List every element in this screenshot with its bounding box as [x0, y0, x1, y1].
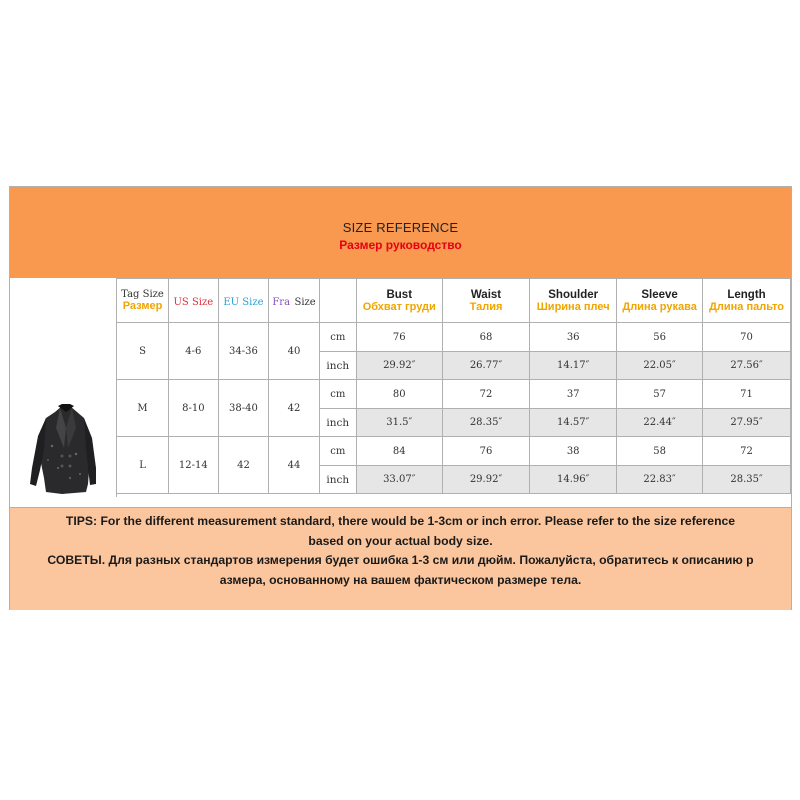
- bust-label: Bust: [386, 288, 413, 301]
- col-eu-size: [218, 279, 269, 323]
- waist-inch: 29.92″: [442, 466, 529, 494]
- bust-inch: 33.07″: [356, 466, 442, 494]
- tag-size-label: Tag Size: [121, 289, 164, 300]
- col-waist: [442, 279, 529, 323]
- col-fra-size: [269, 279, 320, 323]
- sleeve-label-ru: Длина рукава: [622, 300, 697, 313]
- bust-inch: 31.5″: [356, 409, 442, 437]
- eu-size-cell: 38-40: [218, 380, 269, 437]
- waist-inch: 26.77″: [442, 352, 529, 380]
- length-inch: 27.56″: [703, 352, 791, 380]
- size-reference-title-ru: Размер руководство: [339, 238, 462, 252]
- unit-cm: cm: [319, 437, 356, 466]
- fra-size-cell: 40: [269, 323, 320, 380]
- size-reference-header: [10, 187, 791, 279]
- sleeve-label: Sleeve: [641, 288, 678, 301]
- sleeve-inch: 22.44″: [617, 409, 703, 437]
- col-sleeve: [617, 279, 703, 323]
- waist-label: Waist: [470, 288, 502, 301]
- col-bust: [356, 279, 442, 323]
- size-table: [116, 278, 791, 494]
- size-chart: [9, 186, 792, 610]
- length-cm: 70: [703, 323, 791, 352]
- table-row: [117, 380, 791, 409]
- fra-size-label-suffix: Size: [294, 296, 316, 308]
- unit-inch: inch: [319, 409, 356, 437]
- shoulder-cm: 38: [530, 437, 617, 466]
- shoulder-cm: 36: [530, 323, 617, 352]
- tag-size-cell: M: [117, 380, 169, 437]
- table-header-row: [117, 279, 791, 323]
- shoulder-inch: 14.57″: [530, 409, 617, 437]
- col-us-size: [169, 279, 219, 323]
- col-tag-size: [117, 279, 169, 323]
- waist-cm: 76: [442, 437, 529, 466]
- col-length: [703, 279, 791, 323]
- sleeve-cm: 58: [617, 437, 703, 466]
- bust-cm: 84: [356, 437, 442, 466]
- product-photo: [10, 278, 117, 497]
- waist-inch: 28.35″: [442, 409, 529, 437]
- eu-size-label: EU Size: [223, 296, 264, 308]
- waist-label-ru: Талия: [469, 300, 503, 313]
- unit-cm: cm: [319, 380, 356, 409]
- tips-ru-line2: азмера, основанному на вашем фактическом размере тела.: [219, 572, 582, 587]
- tips-en-line1: TIPS: For the different measurement standard, there would be 1-3cm or inch error. Please refer to the size reference: [65, 514, 736, 528]
- waist-cm: 72: [442, 380, 529, 409]
- sleeve-inch: 22.05″: [617, 352, 703, 380]
- length-inch: 27.95″: [703, 409, 791, 437]
- length-inch: 28.35″: [703, 466, 791, 494]
- black-blazer-photo-icon: [10, 278, 116, 497]
- unit-cm: cm: [319, 323, 356, 352]
- shoulder-inch: 14.96″: [530, 466, 617, 494]
- tips-box: [10, 507, 791, 610]
- length-cm: 72: [703, 437, 791, 466]
- fra-size-cell: 42: [269, 380, 320, 437]
- shoulder-label: Shoulder: [548, 288, 599, 301]
- us-size-cell: 8-10: [169, 380, 219, 437]
- bust-inch: 29.92″: [356, 352, 442, 380]
- shoulder-label-ru: Ширина плеч: [536, 300, 610, 313]
- tag-size-label-ru: Размер: [122, 300, 163, 312]
- tips-ru-line1: СОВЕТЫ. Для разных стандартов измерения будет ошибка 1-3 см или дюйм. Пожалуйста, обратитесь к описанию р: [47, 553, 754, 567]
- col-unit: [319, 279, 356, 323]
- tag-size-cell: S: [117, 323, 169, 380]
- sleeve-cm: 56: [617, 323, 703, 352]
- sleeve-inch: 22.83″: [617, 466, 703, 494]
- tag-size-cell: L: [117, 437, 169, 494]
- fra-size-cell: 44: [269, 437, 320, 494]
- bust-cm: 80: [356, 380, 442, 409]
- length-label: Length: [727, 288, 766, 301]
- eu-size-cell: 34-36: [218, 323, 269, 380]
- unit-inch: inch: [319, 352, 356, 380]
- col-shoulder: [530, 279, 617, 323]
- fra-size-label: Fra: [272, 296, 291, 308]
- us-size-cell: 4-6: [169, 323, 219, 380]
- shoulder-cm: 37: [530, 380, 617, 409]
- unit-inch: inch: [319, 466, 356, 494]
- bust-cm: 76: [356, 323, 442, 352]
- table-row: [117, 437, 791, 466]
- length-label-ru: Длина пальто: [709, 300, 784, 313]
- tips-en-line2: based on your actual body size.: [308, 533, 493, 548]
- table-row: [117, 323, 791, 352]
- us-size-cell: 12-14: [169, 437, 219, 494]
- waist-cm: 68: [442, 323, 529, 352]
- sleeve-cm: 57: [617, 380, 703, 409]
- bust-label-ru: Обхват груди: [362, 300, 436, 313]
- eu-size-cell: 42: [218, 437, 269, 494]
- length-cm: 71: [703, 380, 791, 409]
- shoulder-inch: 14.17″: [530, 352, 617, 380]
- size-reference-title: SIZE REFERENCE: [342, 220, 459, 235]
- us-size-label: US Size: [173, 296, 214, 308]
